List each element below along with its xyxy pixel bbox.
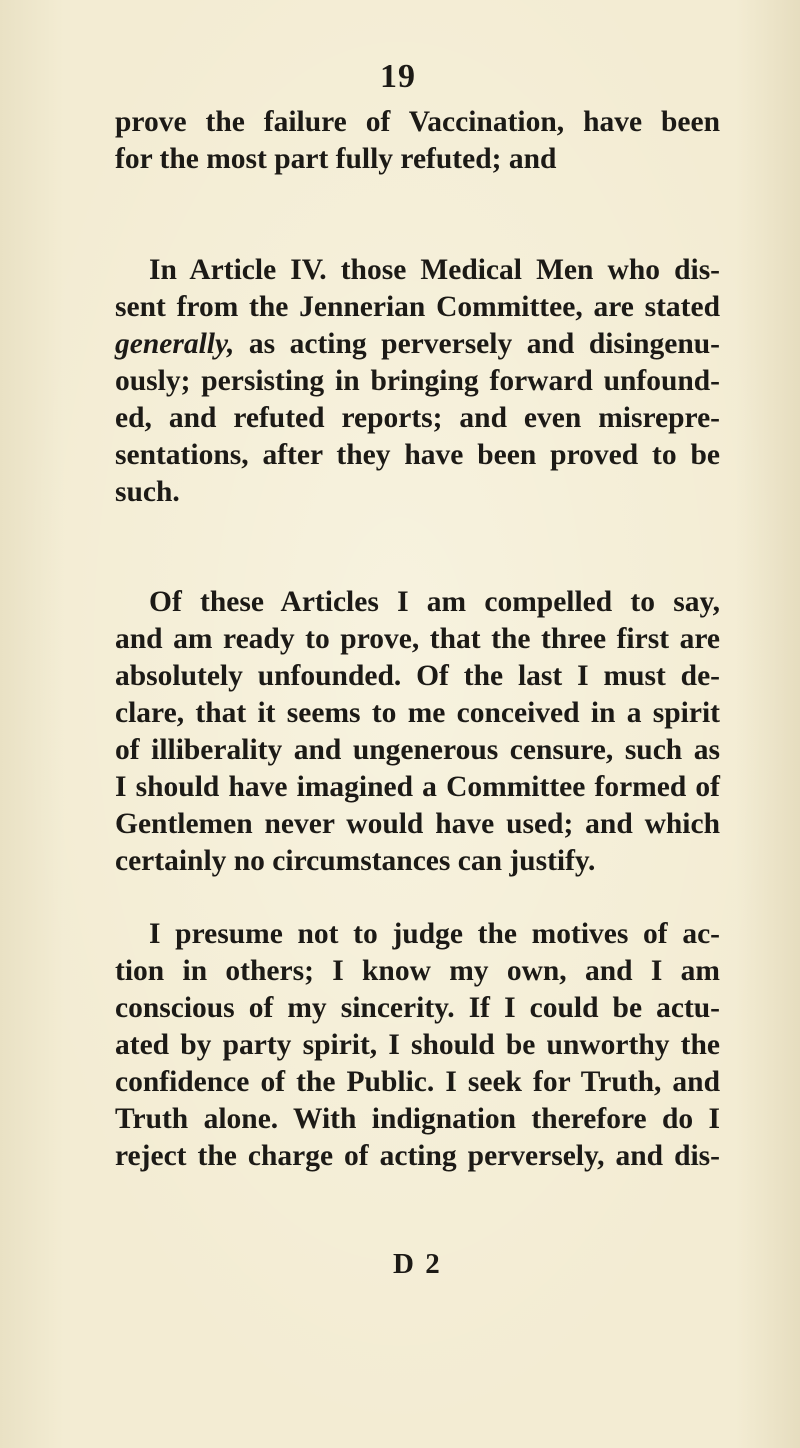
text-line: conscious of my sincerity. If I could be actu- [115, 992, 720, 1024]
text-line: confidence of the Public. I seek for Truth, and [115, 1066, 720, 1098]
text-line: I presume not to judge the motives of ac- [149, 918, 720, 950]
text-line: tion in others; I know my own, and I am [115, 955, 720, 987]
text-line: Gentlemen never would have used; and which [115, 808, 720, 840]
text-line: such. [115, 476, 180, 508]
text-line-rest: as acting perversely and disingenu- [234, 328, 720, 360]
text-line: absolutely unfounded. Of the last I must de- [115, 660, 720, 692]
text-line: prove the failure of Vaccination, have been [115, 106, 720, 138]
paragraph-2 [115, 252, 720, 511]
text-line: sent from the Jennerian Committee, are stated [115, 291, 720, 323]
text-line: of illiberality and ungenerous censure, such as [115, 734, 720, 766]
text-line: reject the charge of acting perversely, and dis- [115, 1140, 720, 1172]
text-line: for the most part fully refuted; and [115, 143, 557, 175]
text-line-mixed [115, 326, 720, 363]
paragraph-1 [115, 104, 720, 178]
text-line: ously; persisting in bringing forward unfound- [115, 365, 720, 397]
text-line: clare, that it seems to me conceived in a spirit [115, 697, 720, 729]
text-line: Of these Articles I am compelled to say, [149, 586, 720, 618]
text-line: In Article IV. those Medical Men who dis- [149, 254, 720, 286]
text-line: ed, and refuted reports; and even misrepre- [115, 402, 720, 434]
paragraph-3 [115, 584, 720, 880]
paragraph-4 [115, 916, 720, 1175]
signature-mark: D 2 [393, 1248, 442, 1280]
italic-word: generally, [115, 328, 235, 360]
text-line: I should have imagined a Committee formed of [115, 771, 720, 803]
text-line: ated by party spirit, I should be unworthy the [115, 1029, 720, 1061]
text-line: certainly no circumstances can justify. [115, 845, 596, 877]
page-number: 19 [380, 58, 416, 95]
text-line: sentations, after they have been proved to be [115, 439, 720, 471]
text-line: and am ready to prove, that the three first are [115, 623, 720, 655]
text-line: Truth alone. With indignation therefore do I [115, 1103, 720, 1135]
